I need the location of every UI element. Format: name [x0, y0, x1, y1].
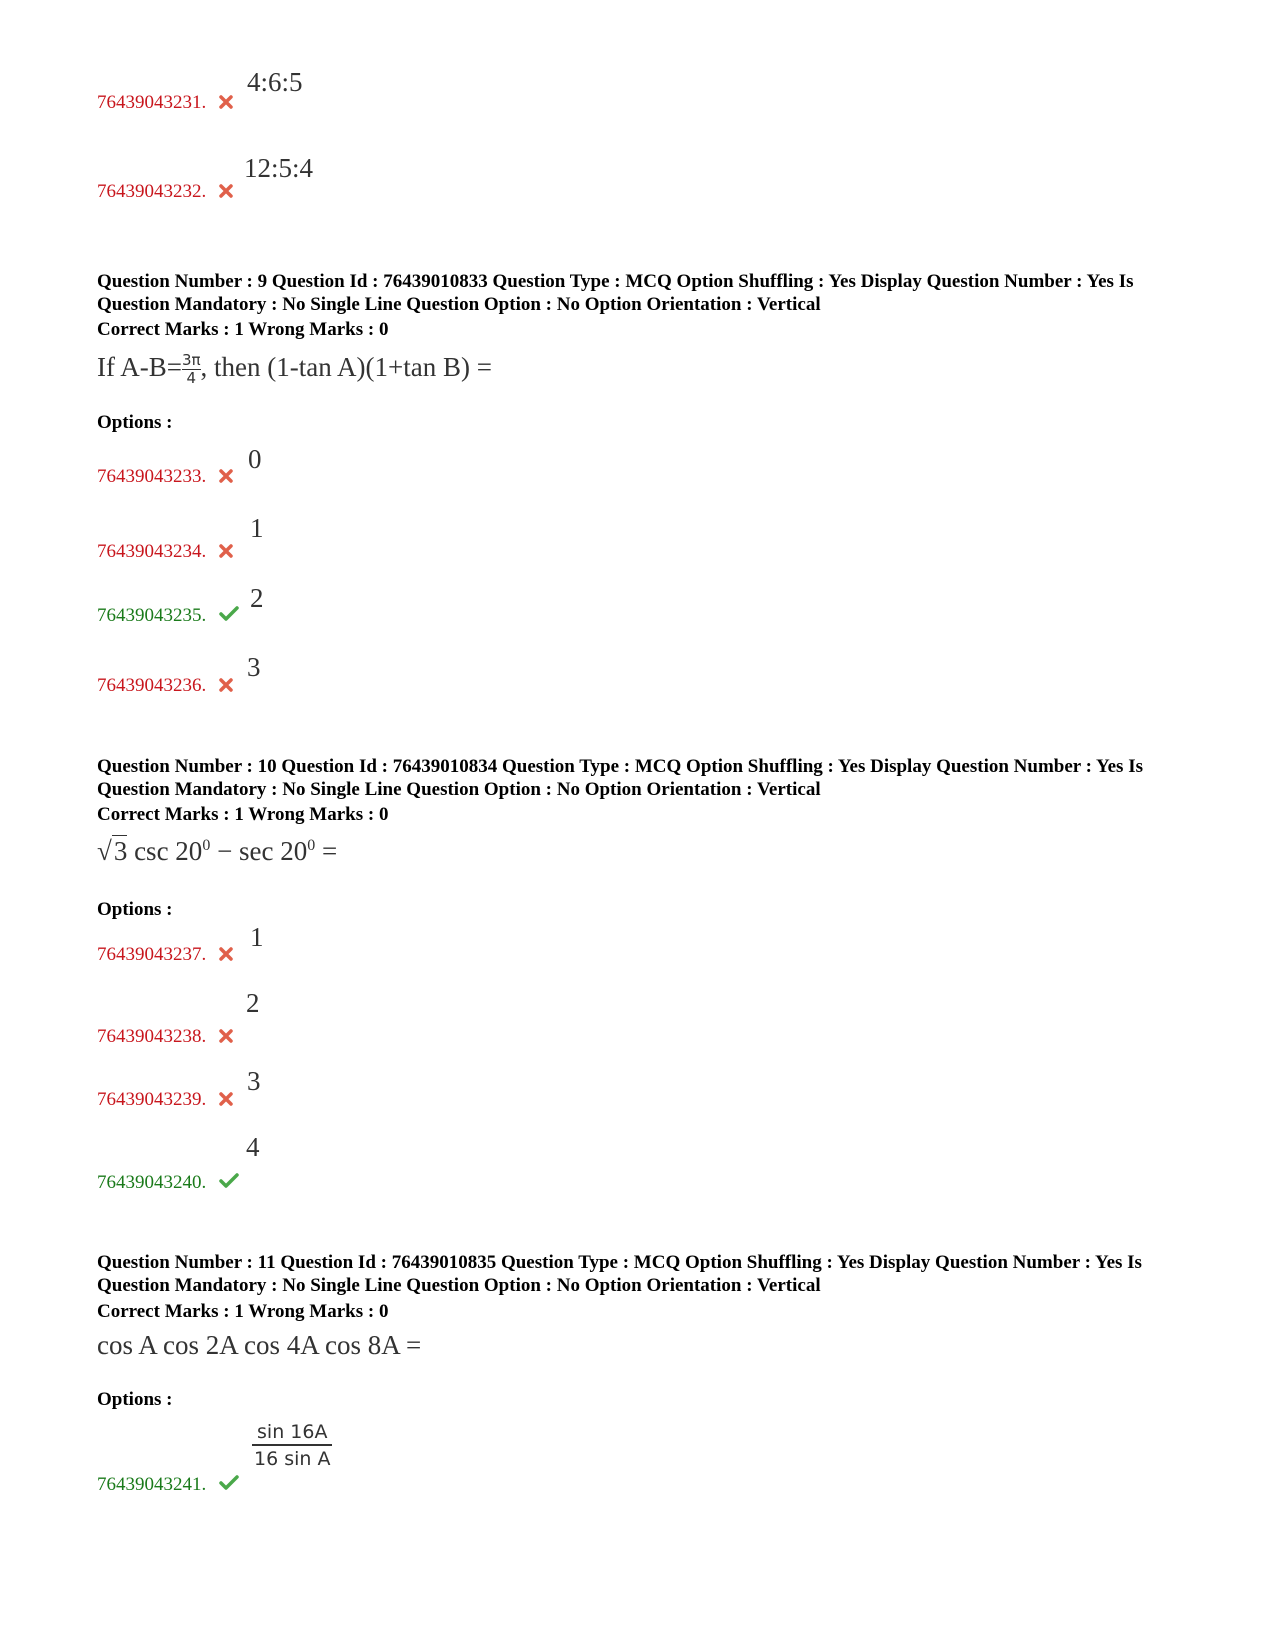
- option-id: 76439043234.: [97, 541, 233, 564]
- option-value: 1: [250, 922, 264, 952]
- question-header: Question Number : 10 Question Id : 76439010834 Question Type : MCQ Option Shuffling : Yes Display Question Number : Yes Is Question Mandatory : No Single Line Question Option : No Option Orientation : Vertical: [97, 756, 1143, 800]
- cross-icon: [219, 542, 233, 564]
- option-id: 76439043239.: [97, 1089, 233, 1112]
- option-value: 3: [247, 652, 261, 682]
- option-value: 4:6:5: [247, 67, 303, 97]
- cross-icon: [219, 945, 233, 967]
- cross-icon: [219, 182, 233, 204]
- options-label: Options :: [97, 899, 173, 920]
- options-label: Options :: [97, 1389, 173, 1410]
- question-header: Question Number : 11 Question Id : 76439010835 Question Type : MCQ Option Shuffling : Yes Display Question Number : Yes Is Question Mandatory : No Single Line Question Option : No Option Orientation : Vertical: [97, 1252, 1142, 1296]
- cross-icon: [219, 676, 233, 698]
- option-id: 76439043238.: [97, 1026, 233, 1049]
- cross-icon: [219, 93, 233, 115]
- check-icon: [219, 1475, 239, 1497]
- marks-line: Correct Marks : 1 Wrong Marks : 0: [97, 1301, 389, 1322]
- option-id: 76439043235.: [97, 605, 239, 628]
- question-header: Question Number : 9 Question Id : 76439010833 Question Type : MCQ Option Shuffling : Yes Display Question Number : Yes Is Question Mandatory : No Single Line Question Option : No Option Orientation : Vertical: [97, 271, 1134, 315]
- cross-icon: [219, 1027, 233, 1049]
- fraction: $\frac{3\pi}{4}$: [181, 351, 201, 388]
- option-id: 76439043233.: [97, 466, 233, 489]
- option-value: 2: [246, 988, 260, 1018]
- marks-line: Correct Marks : 1 Wrong Marks : 0: [97, 804, 389, 825]
- check-icon: [219, 606, 239, 628]
- option-id: 76439043236.: [97, 675, 233, 698]
- option-value: 2: [250, 583, 264, 613]
- square-root: √3: [97, 836, 128, 866]
- marks-line: Correct Marks : 1 Wrong Marks : 0: [97, 319, 389, 340]
- fraction: $\frac{\sin 16A}{\text{16 sin A}}$: [254, 1421, 331, 1470]
- option-id: 76439043241.: [97, 1474, 239, 1497]
- option-value: 0: [248, 444, 262, 474]
- question-stem: cos A cos 2A cos 4A cos 8A =: [97, 1330, 422, 1360]
- cross-icon: [219, 467, 233, 489]
- option-id: 76439043237.: [97, 944, 233, 967]
- option-id: 76439043231.: [97, 92, 233, 115]
- cross-icon: [219, 1090, 233, 1112]
- option-value: 12:5:4: [244, 153, 314, 183]
- options-label: Options :: [97, 412, 173, 433]
- option-value: 4: [246, 1132, 260, 1162]
- option-value: 3: [247, 1066, 261, 1096]
- option-value: 1: [250, 513, 264, 543]
- option-id: 76439043232.: [97, 181, 233, 204]
- question-stem: √3 $\csc 20^0 - \sec 20^0$ =: [97, 836, 338, 866]
- check-icon: [219, 1173, 239, 1195]
- option-value: [252, 1420, 332, 1472]
- option-id: 76439043240.: [97, 1172, 239, 1195]
- question-stem: If A-B= $\frac{3\pi}{4}$ , then (1-tan A)(1+tan B) =: [97, 351, 492, 388]
